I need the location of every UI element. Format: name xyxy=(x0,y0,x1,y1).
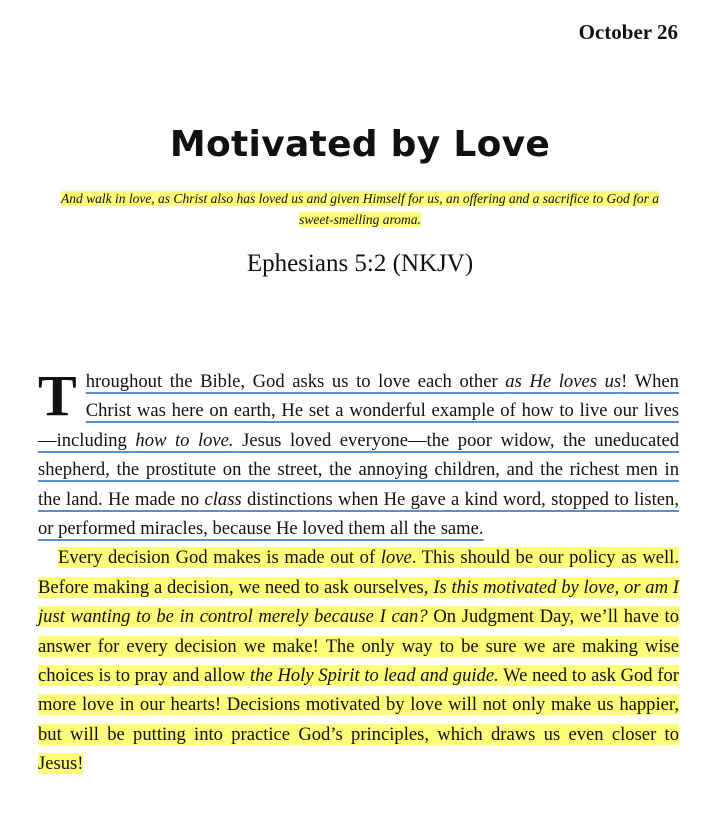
emphasis-run: the Holy Spirit to lead and guide. xyxy=(250,665,499,687)
page-title: Motivated by Love xyxy=(169,124,551,165)
emphasis-run: how to love. xyxy=(135,429,234,451)
text-run: . This should be our policy as well. Before making a decision, we need to ask ourselves, xyxy=(38,547,679,598)
text-run: distinctions when He gave a kind word, stopped to listen, or performed miracles, because He loved them all the same. xyxy=(38,488,679,540)
paragraph-1-text xyxy=(38,363,679,540)
emphasis-run: as He loves us xyxy=(505,371,622,392)
scripture-reference: Ephesians 5:2 (NKJV) xyxy=(246,250,474,277)
text-run: We need to ask God for more love in our hearts! Decisions motivated by love will not only make us happier, but will be putting into practice God’s principles, which draws us even closer to Jesus! xyxy=(38,665,679,775)
text-run: ! When Christ was here on earth, He set a wonderful example of how to live our lives—including xyxy=(38,371,679,451)
emphasis-run: love xyxy=(380,547,412,569)
emphasis-run: class xyxy=(204,488,242,510)
date-heading: October 26 xyxy=(578,20,678,44)
text-run: Jesus loved everyone—the poor widow, the uneducated shepherd, the prostitute on the street, the annoying children, and the richest men in the land. He made no xyxy=(38,429,679,510)
paragraph-2-text xyxy=(38,547,679,774)
text-run: On Judgment Day, we’ll have to answer for every decision we make! The only way to be sure we are making wise choices is to pray and allow xyxy=(38,606,679,687)
devotional-body xyxy=(38,363,679,779)
paragraph-1 xyxy=(38,363,679,543)
text-run: Every decision God makes is made out of xyxy=(58,547,381,569)
text-run: hroughout the Bible, God asks us to love each other xyxy=(85,371,506,392)
drop-cap: T xyxy=(38,363,77,428)
emphasis-run: Is this motivated by love, or am I just wanting to be in control merely because I can? xyxy=(38,576,679,628)
scripture-verse xyxy=(46,188,674,230)
verse-text: And walk in love, as Christ also has loved us and given Himself for us, an offering and a sacrifice to God for a sweet-smelling aroma. xyxy=(60,191,660,227)
paragraph-2 xyxy=(38,543,679,778)
